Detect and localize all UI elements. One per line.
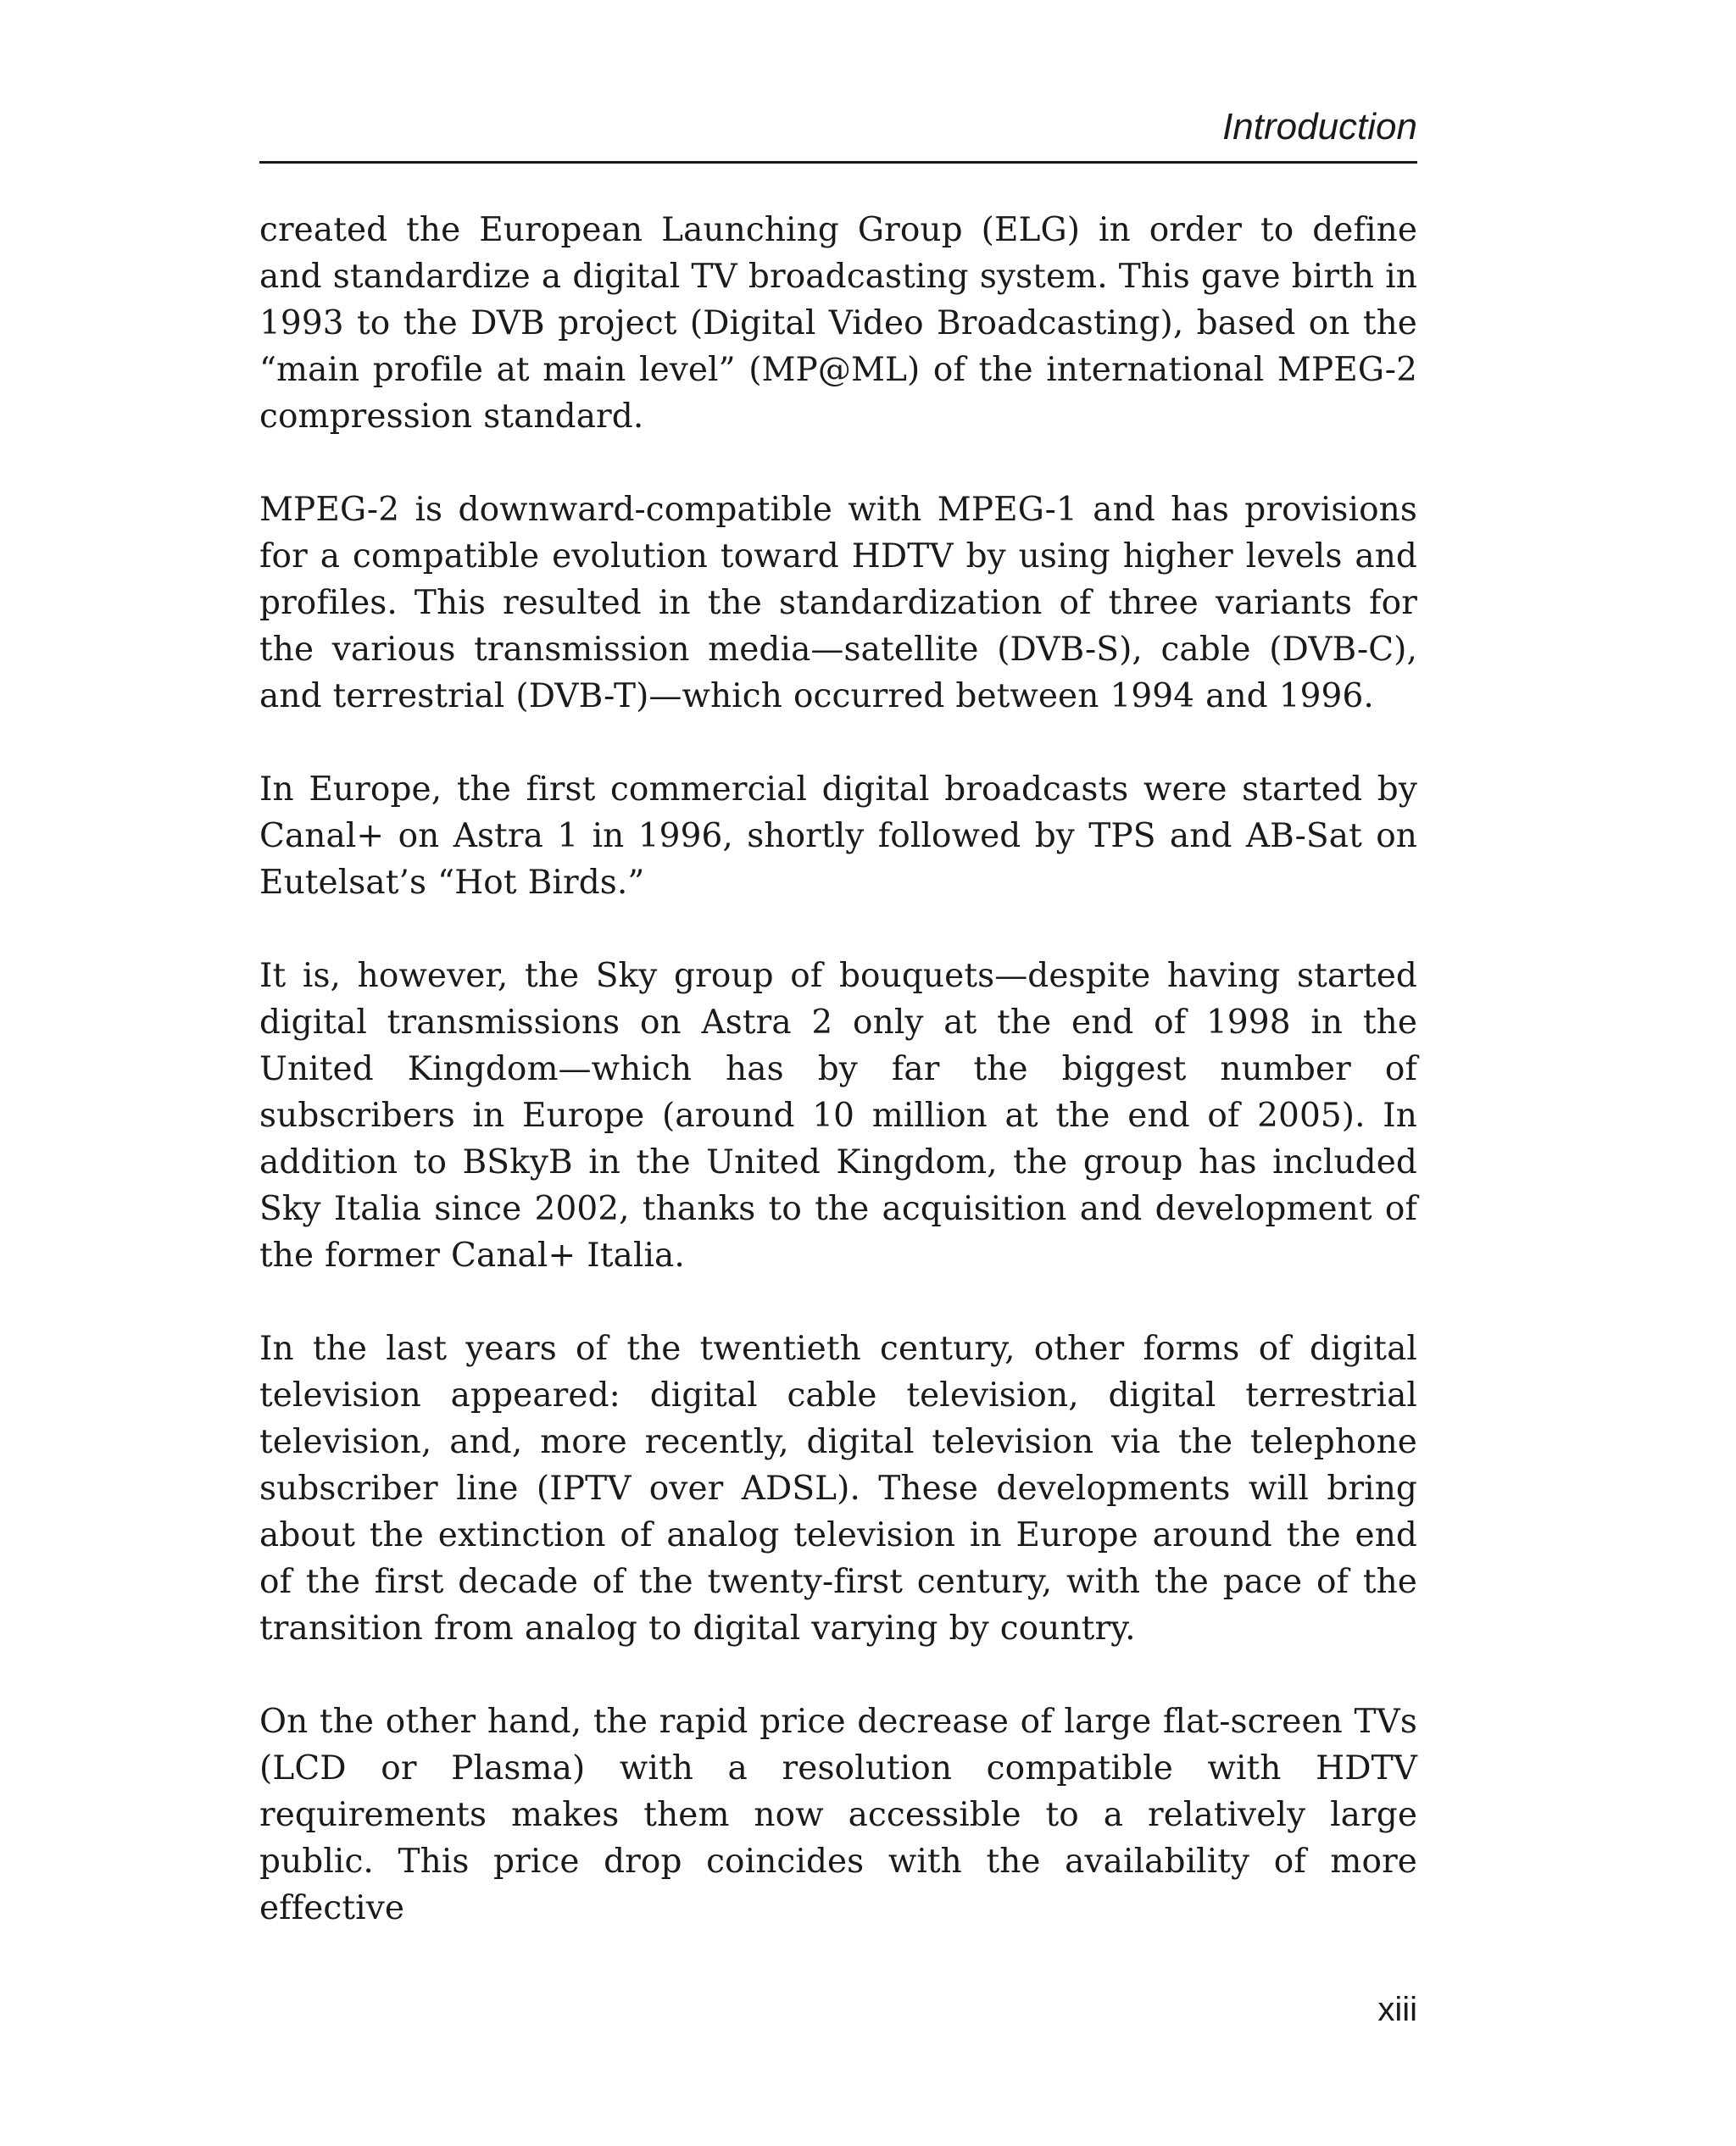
paragraph-other-forms: In the last years of the twentieth century, other forms of digital television appeared: digital cable television, digital terrestrial television, and, more recently, digital television via the telephone subscriber line (IPTV over ADSL). These developments will bring about the extinction of analog television in Europe around the end of the first decade of the twenty-first century, with the pace of the transition from analog to digital varying by country. [259,1330,1417,1648]
paragraph-mpeg2: MPEG-2 is downward-compatible with MPEG-1 and has provisions for a compatible evolution toward HDTV by using higher levels and profiles. This resulted in the standardization of three variants for the various transmission media—satellite (DVB-S), cable (DVB-C), and terrestrial (DVB-T)—which occurred between 1994 and 1996. [259,491,1417,715]
running-head-title: Introduction [1222,106,1417,147]
paragraph-flat-screen: On the other hand, the rapid price decrease of large flat-screen TVs (LCD or Plasma) with a resolution compatible with HDTV requirements makes them now accessible to a relatively large public. This price drop coincides with the availability of more effective [259,1703,1417,1927]
paragraph-sky-group: It is, however, the Sky group of bouquets—despite having started digital transmissions on Astra 2 only at the end of 1998 in the United Kingdom—which has by far the biggest number of subscribers in Europe (around 10 million at the end of 2005). In addition to BSkyB in the United Kingdom, the group has included Sky Italia since 2002, thanks to the acquisition and development of the former Canal+ Italia. [259,957,1417,1275]
page-number: xiii [1377,1991,1417,2028]
paragraph-elg-dvb: created the European Launching Group (ELG) in order to define and standardize a digital TV broadcasting system. This gave birth in 1993 to the DVB project (Digital Video Broadcasting), based on the “main profile at main level” (MP@ML) of the international MPEG-2 compression standard. [259,211,1417,436]
header-rule [259,161,1417,164]
book-page [259,0,1417,2146]
body-text [259,207,1417,1978]
paragraph-first-broadcasts: In Europe, the first commercial digital broadcasts were started by Canal+ on Astra 1 in 1996, shortly followed by TPS and AB-Sat on Eutelsat’s “Hot Birds.” [259,770,1417,902]
